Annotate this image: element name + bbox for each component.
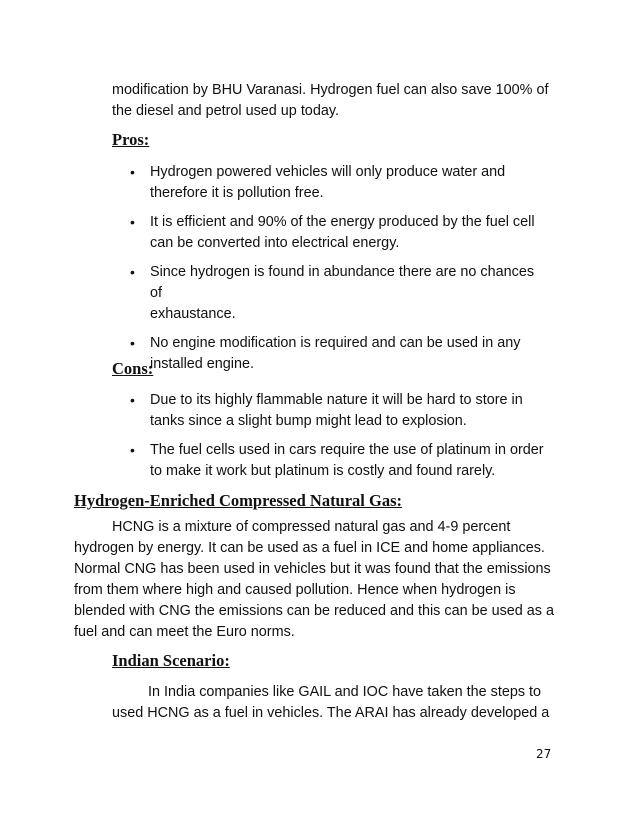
cons-heading: Cons: [112, 359, 154, 378]
bullet-icon: • [130, 214, 135, 230]
list-item: • No engine modification is required and can be used in any installed engine. [130, 335, 521, 372]
paragraph-line: from them where high and caused pollution. Hence when hydrogen is [74, 582, 516, 598]
pros-list [130, 162, 550, 383]
cons-list [130, 390, 550, 490]
hcng-heading: Hydrogen-Enriched Compressed Natural Gas: [74, 491, 403, 510]
paragraph-line: In India companies like GAIL and IOC have taken the steps to [148, 684, 542, 700]
indian-scenario-paragraph [112, 682, 562, 724]
paragraph-line: Normal CNG has been used in vehicles but it was found that the emissions [74, 561, 551, 577]
indian-scenario-heading: Indian Scenario: [112, 651, 230, 670]
page-number: 27 [536, 747, 552, 761]
paragraph-line: hydrogen by energy. It can be used as a fuel in ICE and home appliances. [74, 540, 545, 556]
list-item: • Due to its highly flammable nature it will be hard to store in tanks since a slight bump might lead to explosion. [130, 392, 523, 429]
bullet-icon: • [130, 335, 135, 351]
paragraph-line: fuel and can meet the Euro norms. [74, 624, 295, 640]
bullet-icon: • [130, 264, 135, 280]
list-item: • Since hydrogen is found in abundance there are no chances of exhaustance. [130, 264, 535, 322]
list-item: • It is efficient and 90% of the energy produced by the fuel cell can be converted into electrical energy. [130, 214, 535, 251]
bullet-icon: • [130, 392, 135, 408]
intro-paragraph [112, 80, 562, 122]
list-item: • The fuel cells used in cars require the use of platinum in order to make it work but platinum is costly and found rarely. [130, 442, 544, 479]
paragraph-line: used HCNG as a fuel in vehicles. The ARAI has already developed a [112, 705, 550, 721]
hcng-paragraph [74, 517, 570, 643]
list-item: • Hydrogen powered vehicles will only produce water and therefore it is pollution free. [130, 164, 506, 201]
intro-line: modification by BHU Varanasi. Hydrogen fuel can also save 100% of [112, 82, 549, 98]
bullet-icon: • [130, 442, 135, 458]
paragraph-line: blended with CNG the emissions can be reduced and this can be used as a [74, 603, 554, 619]
intro-line: the diesel and petrol used up today. [112, 103, 339, 119]
bullet-icon: • [130, 164, 135, 180]
pros-heading: Pros: [112, 130, 150, 149]
paragraph-line: HCNG is a mixture of compressed natural gas and 4-9 percent [112, 519, 511, 535]
